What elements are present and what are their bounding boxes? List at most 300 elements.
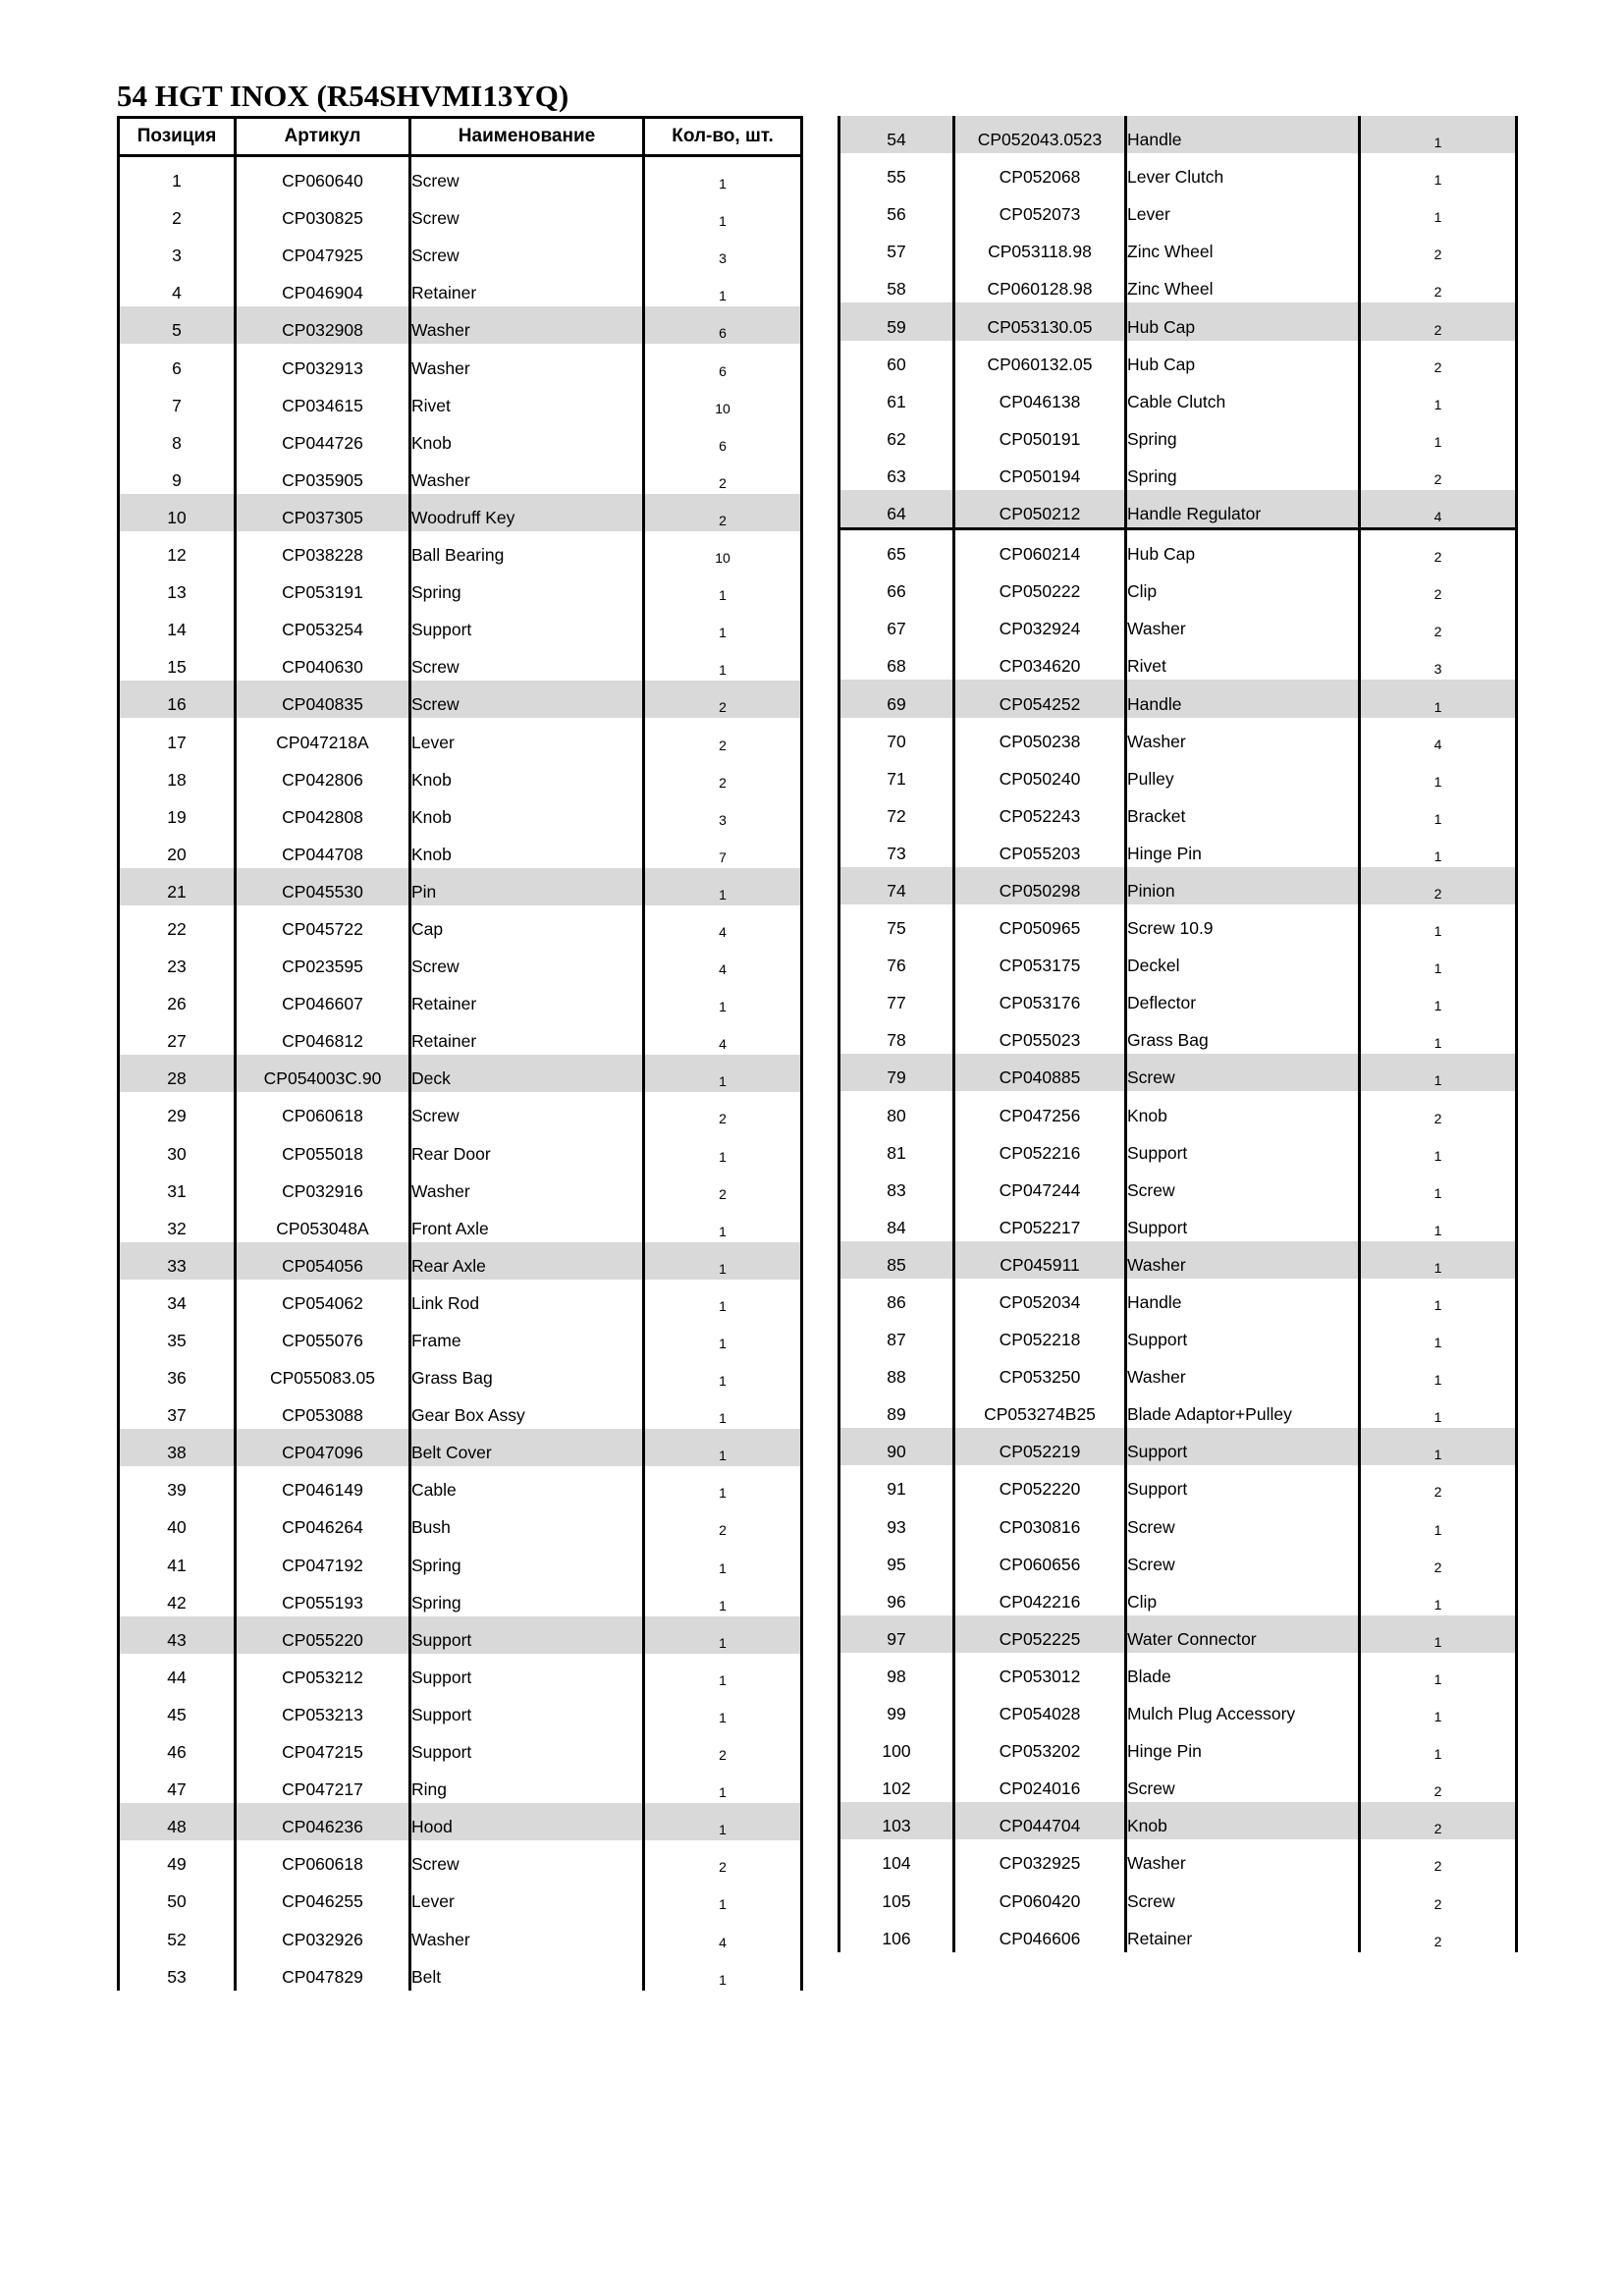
cell-quantity: 6	[644, 306, 802, 344]
header-quantity: Кол-во, шт.	[644, 118, 802, 156]
cell-article: CP045911	[954, 1241, 1126, 1279]
cell-article: CP047218A	[236, 718, 410, 755]
cell-position: 71	[839, 755, 954, 793]
cell-name: Grass Bag	[1126, 1016, 1360, 1054]
table-row	[119, 1092, 802, 1129]
table-row	[839, 755, 1517, 793]
cell-quantity: 1	[644, 194, 802, 232]
cell-quantity: 1	[1360, 1503, 1517, 1540]
cell-name: Pinion	[1126, 867, 1360, 904]
header-name: Наименование	[410, 118, 644, 156]
cell-quantity: 1	[644, 1392, 802, 1429]
cell-article: CP054056	[236, 1242, 410, 1280]
cell-article: CP046606	[954, 1915, 1126, 1952]
cell-article: CP050222	[954, 568, 1126, 605]
cell-position: 42	[119, 1579, 236, 1616]
cell-position: 15	[119, 643, 236, 681]
cell-position: 30	[119, 1129, 236, 1167]
cell-quantity: 1	[1360, 830, 1517, 867]
cell-name: Knob	[410, 831, 644, 868]
cell-position: 63	[839, 453, 954, 490]
cell-article: CP054062	[236, 1280, 410, 1317]
cell-article: CP032925	[954, 1839, 1126, 1877]
cell-name: Support	[1126, 1428, 1360, 1465]
table-row	[839, 1915, 1517, 1952]
cell-article: CP055220	[236, 1616, 410, 1654]
cell-position: 96	[839, 1578, 954, 1615]
cell-quantity: 1	[1360, 1653, 1517, 1690]
cell-name: Deckel	[1126, 942, 1360, 979]
cell-article: CP050191	[954, 415, 1126, 453]
header-article: Артикул	[236, 118, 410, 156]
cell-article: CP030816	[954, 1503, 1126, 1540]
cell-name: Lever Clutch	[1126, 153, 1360, 191]
cell-quantity: 1	[1360, 755, 1517, 793]
cell-quantity: 2	[1360, 1915, 1517, 1952]
cell-quantity: 2	[644, 494, 802, 531]
cell-position: 54	[839, 116, 954, 153]
table-row	[119, 1953, 802, 1991]
cell-article: CP060128.98	[954, 265, 1126, 302]
table-row	[839, 1241, 1517, 1279]
table-row	[839, 116, 1517, 153]
table-row	[119, 868, 802, 905]
cell-name: Support	[410, 1654, 644, 1691]
cell-position: 44	[119, 1654, 236, 1691]
table-row	[839, 1653, 1517, 1690]
cell-name: Zinc Wheel	[1126, 228, 1360, 265]
table-row	[119, 1541, 802, 1578]
cell-quantity: 1	[644, 569, 802, 606]
cell-quantity: 1	[1360, 1391, 1517, 1428]
cell-position: 81	[839, 1129, 954, 1167]
cell-quantity: 2	[1360, 605, 1517, 642]
cell-article: CP060640	[236, 156, 410, 195]
cell-article: CP034615	[236, 382, 410, 419]
cell-position: 64	[839, 490, 954, 529]
cell-position: 86	[839, 1279, 954, 1316]
cell-article: CP047215	[236, 1728, 410, 1766]
cell-name: Woodruff Key	[410, 494, 644, 531]
cell-position: 53	[119, 1953, 236, 1991]
cell-position: 22	[119, 905, 236, 943]
cell-name: Support	[410, 1728, 644, 1766]
cell-quantity: 4	[1360, 718, 1517, 755]
cell-article: CP060132.05	[954, 341, 1126, 378]
table-row	[119, 531, 802, 569]
cell-name: Support	[1126, 1316, 1360, 1353]
table-row	[119, 1878, 802, 1915]
cell-name: Washer	[410, 344, 644, 381]
cell-article: CP047217	[236, 1766, 410, 1803]
cell-quantity: 10	[644, 382, 802, 419]
cell-position: 32	[119, 1205, 236, 1242]
cell-article: CP053048A	[236, 1205, 410, 1242]
cell-name: Knob	[1126, 1802, 1360, 1839]
table-row	[119, 1354, 802, 1392]
cell-article: CP032916	[236, 1168, 410, 1205]
cell-name: Washer	[410, 1915, 644, 1952]
cell-name: Screw	[410, 1840, 644, 1878]
cell-name: Screw	[1126, 1503, 1360, 1540]
cell-name: Gear Box Assy	[410, 1392, 644, 1429]
cell-name: Cap	[410, 905, 644, 943]
cell-article: CP055193	[236, 1579, 410, 1616]
cell-article: CP040885	[954, 1054, 1126, 1091]
table-row	[119, 457, 802, 494]
cell-article: CP042216	[954, 1578, 1126, 1615]
cell-position: 105	[839, 1877, 954, 1914]
cell-position: 4	[119, 269, 236, 306]
cell-article: CP034620	[954, 642, 1126, 680]
table-row	[119, 1280, 802, 1317]
cell-name: Rivet	[1126, 642, 1360, 680]
cell-position: 31	[119, 1168, 236, 1205]
cell-quantity: 2	[1360, 1765, 1517, 1802]
cell-article: CP035905	[236, 457, 410, 494]
table-row	[839, 979, 1517, 1016]
cell-name: Screw	[410, 643, 644, 681]
cell-article: CP053130.05	[954, 302, 1126, 340]
cell-quantity: 1	[644, 1541, 802, 1578]
table-row	[839, 1503, 1517, 1540]
cell-position: 39	[119, 1466, 236, 1503]
cell-name: Screw	[1126, 1054, 1360, 1091]
cell-quantity: 2	[1360, 529, 1517, 569]
cell-quantity: 1	[644, 1354, 802, 1392]
cell-quantity: 1	[1360, 1016, 1517, 1054]
table-row	[119, 1579, 802, 1616]
cell-position: 33	[119, 1242, 236, 1280]
cell-position: 37	[119, 1392, 236, 1429]
cell-quantity: 1	[644, 1691, 802, 1728]
cell-article: CP050238	[954, 718, 1126, 755]
cell-quantity: 1	[644, 1766, 802, 1803]
cell-position: 26	[119, 980, 236, 1017]
cell-position: 41	[119, 1541, 236, 1578]
cell-article: CP053254	[236, 606, 410, 643]
cell-article: CP045530	[236, 868, 410, 905]
cell-article: CP055083.05	[236, 1354, 410, 1392]
cell-article: CP046236	[236, 1803, 410, 1840]
cell-quantity: 7	[644, 831, 802, 868]
cell-quantity: 3	[1360, 642, 1517, 680]
cell-article: CP053212	[236, 1654, 410, 1691]
cell-quantity: 1	[1360, 415, 1517, 453]
cell-article: CP047096	[236, 1429, 410, 1466]
cell-name: Screw	[1126, 1541, 1360, 1578]
cell-name: Clip	[1126, 1578, 1360, 1615]
cell-position: 95	[839, 1541, 954, 1578]
cell-quantity: 6	[644, 419, 802, 457]
cell-name: Blade	[1126, 1653, 1360, 1690]
cell-quantity: 1	[644, 1616, 802, 1654]
cell-position: 5	[119, 306, 236, 344]
cell-quantity: 2	[1360, 1465, 1517, 1503]
cell-name: Hinge Pin	[1126, 830, 1360, 867]
cell-article: CP050194	[954, 453, 1126, 490]
table-row	[839, 341, 1517, 378]
cell-name: Bush	[410, 1503, 644, 1541]
table-row	[119, 831, 802, 868]
table-row	[119, 232, 802, 269]
cell-article: CP044704	[954, 1802, 1126, 1839]
table-row	[119, 1840, 802, 1878]
cell-position: 68	[839, 642, 954, 680]
cell-position: 9	[119, 457, 236, 494]
table-row	[119, 1466, 802, 1503]
cell-name: Lever	[1126, 191, 1360, 228]
cell-quantity: 1	[644, 1429, 802, 1466]
table-row	[119, 606, 802, 643]
cell-name: Deck	[410, 1055, 644, 1092]
cell-quantity: 1	[644, 1129, 802, 1167]
cell-name: Retainer	[1126, 1915, 1360, 1952]
cell-name: Bracket	[1126, 793, 1360, 830]
cell-article: CP053274B25	[954, 1391, 1126, 1428]
table-row	[839, 942, 1517, 979]
table-row	[839, 1091, 1517, 1128]
cell-article: CP052073	[954, 191, 1126, 228]
cell-quantity: 1	[644, 868, 802, 905]
cell-quantity: 2	[644, 1168, 802, 1205]
cell-position: 34	[119, 1280, 236, 1317]
cell-quantity: 6	[644, 344, 802, 381]
cell-quantity: 2	[1360, 1877, 1517, 1914]
cell-article: CP045722	[236, 905, 410, 943]
table-row	[119, 269, 802, 306]
cell-position: 87	[839, 1316, 954, 1353]
table-row	[839, 793, 1517, 830]
table-row	[839, 867, 1517, 904]
cell-quantity: 1	[1360, 191, 1517, 228]
cell-position: 98	[839, 1653, 954, 1690]
cell-article: CP032913	[236, 344, 410, 381]
cell-quantity: 1	[644, 606, 802, 643]
cell-article: CP052220	[954, 1465, 1126, 1503]
cell-position: 36	[119, 1354, 236, 1392]
table-row	[839, 1016, 1517, 1054]
cell-quantity: 1	[1360, 1578, 1517, 1615]
cell-name: Knob	[1126, 1091, 1360, 1128]
cell-quantity: 3	[644, 232, 802, 269]
cell-quantity: 4	[644, 943, 802, 980]
cell-position: 65	[839, 529, 954, 569]
cell-quantity: 1	[1360, 1129, 1517, 1167]
cell-position: 88	[839, 1353, 954, 1391]
cell-position: 75	[839, 904, 954, 942]
cell-position: 1	[119, 156, 236, 195]
cell-name: Screw	[410, 681, 644, 718]
cell-name: Knob	[410, 419, 644, 457]
cell-article: CP052216	[954, 1129, 1126, 1167]
cell-name: Retainer	[410, 980, 644, 1017]
cell-article: CP030825	[236, 194, 410, 232]
cell-name: Knob	[410, 793, 644, 831]
cell-quantity: 1	[1360, 979, 1517, 1016]
cell-position: 77	[839, 979, 954, 1016]
cell-name: Cable	[410, 1466, 644, 1503]
cell-position: 16	[119, 681, 236, 718]
cell-quantity: 2	[1360, 1802, 1517, 1839]
cell-quantity: 1	[644, 1953, 802, 1991]
cell-article: CP052043.0523	[954, 116, 1126, 153]
cell-article: CP023595	[236, 943, 410, 980]
cell-name: Support	[1126, 1465, 1360, 1503]
table-row	[839, 718, 1517, 755]
table-row	[839, 642, 1517, 680]
cell-quantity: 1	[1360, 942, 1517, 979]
cell-position: 104	[839, 1839, 954, 1877]
cell-position: 23	[119, 943, 236, 980]
cell-article: CP053176	[954, 979, 1126, 1016]
cell-quantity: 1	[644, 1317, 802, 1354]
cell-position: 8	[119, 419, 236, 457]
table-row	[839, 830, 1517, 867]
cell-position: 91	[839, 1465, 954, 1503]
cell-article: CP050965	[954, 904, 1126, 942]
table-row	[839, 1167, 1517, 1204]
cell-article: CP046149	[236, 1466, 410, 1503]
table-row	[119, 943, 802, 980]
cell-position: 76	[839, 942, 954, 979]
table-row	[839, 1578, 1517, 1615]
table-row	[839, 1465, 1517, 1503]
cell-article: CP060214	[954, 529, 1126, 569]
cell-quantity: 1	[1360, 1428, 1517, 1465]
cell-quantity: 10	[644, 531, 802, 569]
cell-article: CP055076	[236, 1317, 410, 1354]
cell-position: 61	[839, 378, 954, 415]
cell-name: Spring	[410, 569, 644, 606]
cell-quantity: 1	[644, 1878, 802, 1915]
cell-name: Spring	[1126, 415, 1360, 453]
cell-article: CP032924	[954, 605, 1126, 642]
cell-name: Washer	[1126, 1353, 1360, 1391]
cell-quantity: 1	[1360, 793, 1517, 830]
cell-quantity: 1	[1360, 1054, 1517, 1091]
cell-quantity: 2	[644, 1840, 802, 1878]
table-row	[839, 1428, 1517, 1465]
cell-article: CP052217	[954, 1204, 1126, 1241]
table-row	[839, 228, 1517, 265]
table-row	[119, 344, 802, 381]
cell-name: Washer	[1126, 718, 1360, 755]
cell-position: 100	[839, 1727, 954, 1765]
table-row	[839, 1391, 1517, 1428]
cell-position: 83	[839, 1167, 954, 1204]
cell-article: CP060618	[236, 1840, 410, 1878]
cell-quantity: 4	[644, 1915, 802, 1952]
cell-name: Screw	[410, 156, 644, 195]
cell-article: CP024016	[954, 1765, 1126, 1802]
table-row	[119, 905, 802, 943]
cell-position: 12	[119, 531, 236, 569]
cell-quantity: 1	[644, 1803, 802, 1840]
cell-quantity: 1	[644, 156, 802, 195]
cell-name: Support	[410, 1616, 644, 1654]
table-row	[839, 680, 1517, 717]
table-row	[119, 793, 802, 831]
table-row	[839, 1765, 1517, 1802]
cell-name: Screw	[1126, 1765, 1360, 1802]
cell-quantity: 1	[644, 1055, 802, 1092]
cell-name: Support	[1126, 1204, 1360, 1241]
table-row	[119, 306, 802, 344]
cell-quantity: 1	[1360, 680, 1517, 717]
cell-name: Hood	[410, 1803, 644, 1840]
cell-position: 43	[119, 1616, 236, 1654]
cell-quantity: 1	[1360, 1204, 1517, 1241]
table-row	[839, 605, 1517, 642]
cell-article: CP047244	[954, 1167, 1126, 1204]
cell-name: Rivet	[410, 382, 644, 419]
cell-article: CP044708	[236, 831, 410, 868]
cell-name: Ball Bearing	[410, 531, 644, 569]
cell-position: 67	[839, 605, 954, 642]
cell-article: CP055018	[236, 1129, 410, 1167]
table-row	[839, 1541, 1517, 1578]
cell-name: Link Rod	[410, 1280, 644, 1317]
table-row	[839, 453, 1517, 490]
cell-quantity: 1	[644, 1280, 802, 1317]
table-row	[119, 419, 802, 457]
cell-position: 55	[839, 153, 954, 191]
cell-position: 99	[839, 1690, 954, 1727]
table-row	[119, 1691, 802, 1728]
table-row	[119, 980, 802, 1017]
cell-position: 62	[839, 415, 954, 453]
table-row	[119, 1429, 802, 1466]
cell-quantity: 1	[644, 980, 802, 1017]
page-title: 54 HGT INOX (R54SHVMI13YQ)	[117, 79, 569, 113]
cell-article: CP050240	[954, 755, 1126, 793]
cell-position: 14	[119, 606, 236, 643]
cell-name: Washer	[410, 306, 644, 344]
cell-quantity: 2	[1360, 302, 1517, 340]
table-row	[119, 1055, 802, 1092]
cell-name: Handle	[1126, 1279, 1360, 1316]
cell-position: 72	[839, 793, 954, 830]
table-row	[119, 1654, 802, 1691]
cell-quantity: 4	[644, 1017, 802, 1055]
cell-quantity: 4	[1360, 490, 1517, 529]
table-row	[119, 681, 802, 718]
cell-quantity: 2	[1360, 265, 1517, 302]
cell-quantity: 1	[644, 1654, 802, 1691]
cell-name: Support	[410, 1691, 644, 1728]
cell-name: Pin	[410, 868, 644, 905]
table-row	[839, 1877, 1517, 1914]
cell-article: CP050212	[954, 490, 1126, 529]
table-row	[119, 1392, 802, 1429]
table-row	[119, 756, 802, 793]
cell-article: CP053191	[236, 569, 410, 606]
cell-name: Screw	[1126, 1167, 1360, 1204]
table-row	[839, 378, 1517, 415]
table-row	[119, 1503, 802, 1541]
table-row	[839, 529, 1517, 569]
cell-article: CP047829	[236, 1953, 410, 1991]
cell-name: Support	[410, 606, 644, 643]
cell-quantity: 2	[644, 457, 802, 494]
table-row	[119, 569, 802, 606]
cell-position: 89	[839, 1391, 954, 1428]
cell-position: 102	[839, 1765, 954, 1802]
cell-position: 106	[839, 1915, 954, 1952]
cell-article: CP052225	[954, 1615, 1126, 1653]
cell-position: 56	[839, 191, 954, 228]
